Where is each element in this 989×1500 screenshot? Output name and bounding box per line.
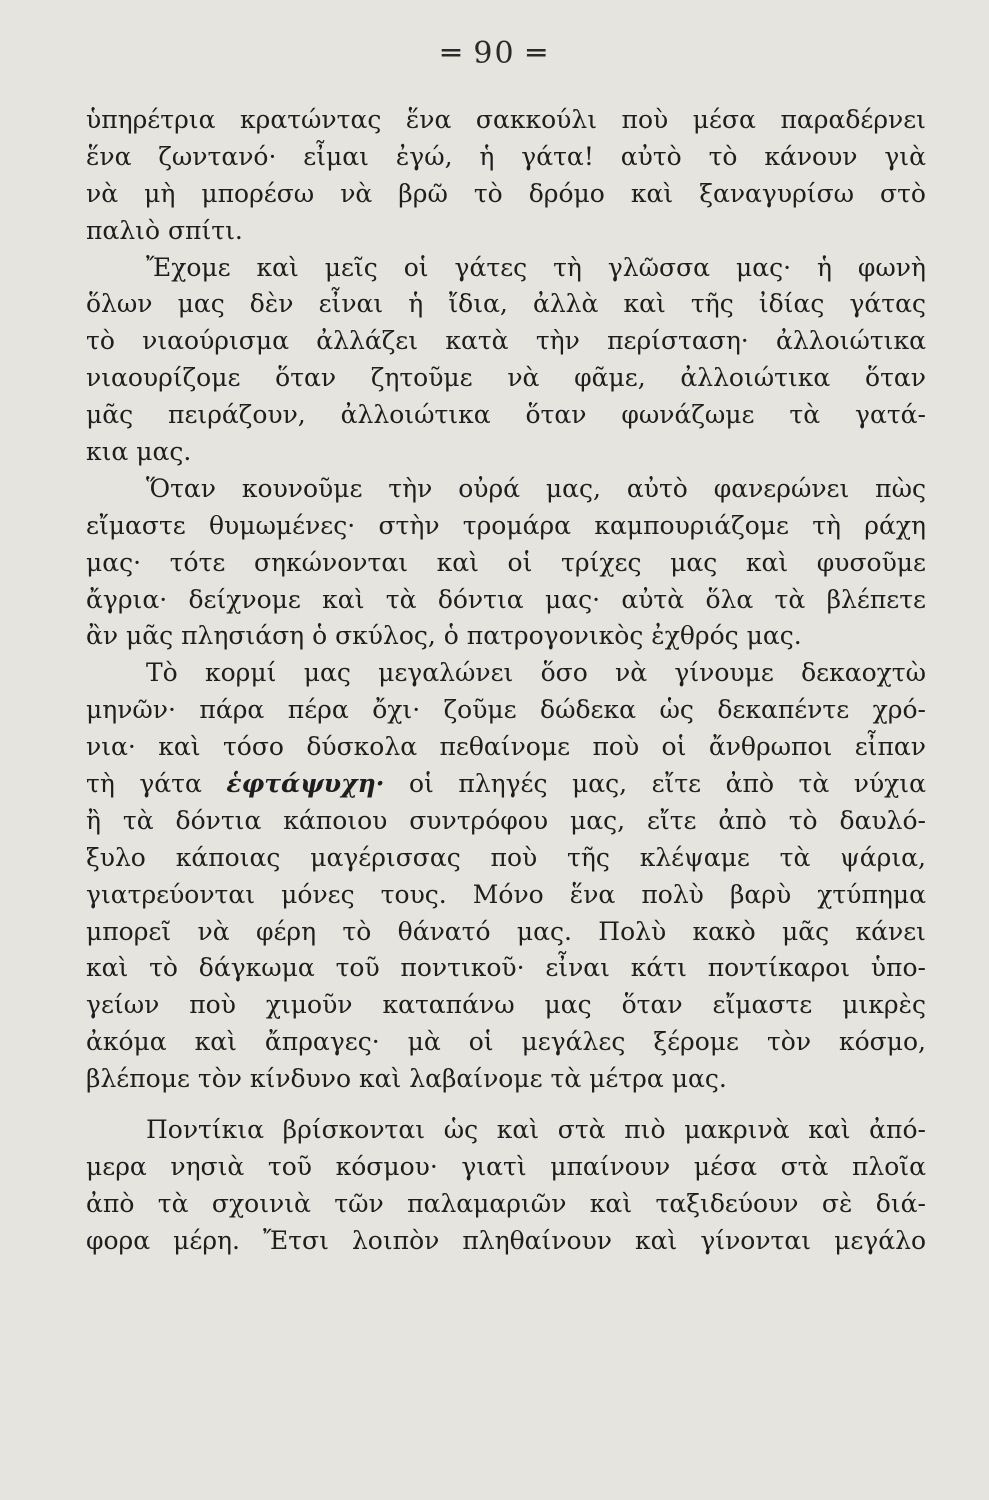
text-line: ἀπὸ τὰ σχοινιὰ τῶν παλαμαριῶν καὶ ταξιδεύουν σὲ διά- bbox=[86, 1188, 926, 1218]
text-line: μᾶς πειράζουν, ἀλλοιώτικα ὅταν φωνάζωμε τὰ γατά- bbox=[86, 400, 926, 430]
text-line: καὶ τὸ δάγκωμα τοῦ ποντικοῦ· εἶναι κάτι ποντίκαροι ὑπο- bbox=[86, 953, 926, 983]
text-line: γείων ποὺ χιμοῦν καταπάνω μας ὅταν εἴμαστε μικρὲς bbox=[86, 990, 926, 1020]
text-line: νιαουρίζομε ὅταν ζητοῦμε νὰ φᾶμε, ἀλλοιώτικα ὅταν bbox=[86, 363, 926, 393]
text-line: μερα νησιὰ τοῦ κόσμου· γιατὶ μπαίνουν μέσα στὰ πλοῖα bbox=[86, 1151, 926, 1181]
text-line: γιατρεύονται μόνες τους. Μόνο ἕνα πολὺ βαρὺ χτύπημα bbox=[86, 879, 926, 909]
text-line: ξυλο κάποιας μαγέρισσας ποὺ τῆς κλέψαμε τὰ ψάρια, bbox=[86, 842, 926, 872]
text-line: τὸ νιαούρισμα ἀλλάζει κατὰ τὴν περίσταση· ἀλλοιώτικα bbox=[86, 326, 926, 356]
text-line: Τὸ κορμί μας μεγαλώνει ὅσο νὰ γίνουμε δεκαοχτὼ bbox=[146, 658, 926, 688]
line-text-before: τὴ γάτα bbox=[86, 769, 227, 799]
page-number: ═ 90 ═ bbox=[441, 36, 548, 71]
text-line: νὰ μὴ μπορέσω νὰ βρῶ τὸ δρόμο καὶ ξαναγυρίσω στὸ bbox=[86, 178, 926, 208]
text-line: ἂν μᾶς πλησιάση ὁ σκύλος, ὁ πατρογονικὸς ἐχθρός μας. bbox=[86, 621, 802, 651]
text-line: εἴμαστε θυμωμένες· στὴν τρομάρα καμπουριάζομε τὴ ράχη bbox=[86, 510, 926, 540]
emphasized-word: ἑφτάψυχη· bbox=[226, 769, 385, 799]
text-line: μπορεῖ νὰ φέρη τὸ θάνατό μας. Πολὺ κακὸ μᾶς κάνει bbox=[86, 916, 926, 946]
text-line: ὅλων μας δὲν εἶναι ἡ ἴδια, ἀλλὰ καὶ τῆς ἰδίας γάτας bbox=[86, 289, 926, 319]
text-line: μηνῶν· πάρα πέρα ὄχι· ζοῦμε δώδεκα ὡς δεκαπέντε χρό- bbox=[86, 695, 926, 725]
text-line: παλιὸ σπίτι. bbox=[86, 215, 243, 245]
text-line: ὑπηρέτρια κρατώντας ἕνα σακκούλι ποὺ μέσα παραδέρνει bbox=[86, 105, 926, 134]
body-text bbox=[86, 102, 926, 1260]
line-text-after: οἱ πληγές μας, εἴτε ἀπὸ τὰ νύχια bbox=[384, 769, 926, 799]
text-line: φορα μέρη. Ἔτσι λοιπὸν πληθαίνουν καὶ γίνονται μεγάλο bbox=[86, 1225, 926, 1255]
text-line: ἢ τὰ δόντια κάποιου συντρόφου μας, εἴτε ἀπὸ τὸ δαυλό- bbox=[86, 805, 926, 835]
text-line: Ὅταν κουνοῦμε τὴν οὐρά μας, αὐτὸ φανερώνει πὼς bbox=[146, 473, 926, 503]
text-line bbox=[86, 766, 926, 803]
text-line: Ἔχομε καὶ μεῖς οἱ γάτες τὴ γλῶσσα μας· ἡ φωνὴ bbox=[146, 252, 926, 282]
text-line: ἄγρια· δείχνομε καὶ τὰ δόντια μας· αὐτὰ ὅλα τὰ βλέπετε bbox=[86, 584, 926, 614]
text-line: βλέπομε τὸν κίνδυνο καὶ λαβαίνομε τὰ μέτρα μας. bbox=[86, 1064, 727, 1094]
text-line: μας· τότε σηκώνονται καὶ οἱ τρίχες μας καὶ φυσοῦμε bbox=[86, 547, 926, 577]
text-line: Ποντίκια βρίσκονται ὡς καὶ στὰ πιὸ μακρινὰ καὶ ἀπό- bbox=[146, 1115, 926, 1145]
text-line: ἀκόμα καὶ ἄπραγες· μὰ οἱ μεγάλες ξέρομε τὸν κόσμο, bbox=[86, 1027, 926, 1057]
text-line: κια μας. bbox=[86, 437, 192, 467]
text-line: νια· καὶ τόσο δύσκολα πεθαίνομε ποὺ οἱ ἄνθρωποι εἶπαν bbox=[86, 732, 926, 762]
text-line: ἕνα ζωντανό· εἶμαι ἐγώ, ἡ γάτα! αὐτὸ τὸ κάνουν γιὰ bbox=[86, 141, 926, 171]
